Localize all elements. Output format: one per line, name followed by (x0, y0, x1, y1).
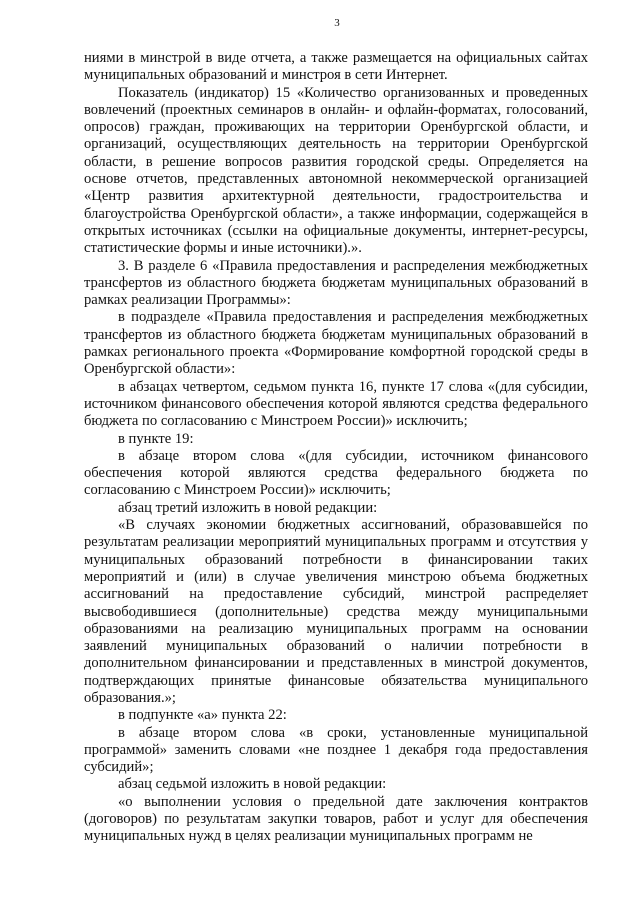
paragraph-subpoint-a-22: в подпункте «а» пункта 22: (118, 707, 287, 724)
paragraph-contract-condition: «о выполнении условия о предельной дате заключения контрактов (договоров) по результатам закупки товаров, работ и услуг для обеспечения муниципальных нужд в целях реализации муниципальных программ не (84, 793, 588, 845)
paragraph-section-6: 3. В разделе 6 «Правила предоставления и распределения межбюджетных трансфертов из областного бюджета бюджетам муниципальных образований в рамках реализации Программы»: (84, 257, 588, 309)
paragraph-continuation: ниями в минстрой в виде отчета, а также размещается на официальных сайтах муниципальных образований и минстроя в сети Интернет. (84, 50, 588, 84)
paragraph-new-edition-quote: «В случаях экономии бюджетных ассигнований, образовавшейся по результатам реализации мероприятий муниципальных программ и отсутствия у муниципальных образований потребности в финансировании таких мероприятий и (или) в случае увеличения минстрою объема бюджетных ассигнований на предоставление субсидий, минстрой распределяет высвободившиеся (дополнительные) средства между муниципальными образованиями на реализацию муниципальных программ на основании заявлений муниципальных образований о наличии потребности в дополнительном финансировании и представленных в минстрой документов, подтверждающих принятые финансовые обязательства муниципального образования.»; (84, 517, 588, 706)
page-number: 3 (334, 17, 340, 29)
document-body (84, 50, 588, 846)
paragraph-clauses-16-17: в абзацах четвертом, седьмом пункта 16, пункте 17 слова «(для субсидии, источником финансового обеспечения которой являются средства федерального бюджета по согласованию с Минстроем России)» исключить; (84, 378, 588, 430)
paragraph-indicator-15: Показатель (индикатор) 15 «Количество организованных и проведенных вовлечений (проектных семинаров в онлайн- и офлайн-форматах, голосований, опросов) граждан, проживающих на территории Оренбургской области, и организаций, осуществляющих деятельность на территории Оренбургской области, в решение вопросов развития городской среды. Определяется на основе отчетов, представленных автономной некоммерческой организацией «Центр развития архитектурной деятельности, градостроительства и благоустройства Оренбургской области», а также информации, содержащейся в открытых источниках (ссылки на официальные документы, интернет-ресурсы, статистические формы и иные источники).». (84, 84, 588, 257)
paragraph-point-19: в пункте 19: (118, 430, 194, 447)
paragraph-deadline-change: в абзаце втором слова «в сроки, установленные муниципальной программой» заменить словами «не позднее 1 декабря года предоставления субсидий»; (84, 724, 588, 776)
paragraph-second-abzac: в абзаце втором слова «(для субсидии, источником финансового обеспечения которой являются средства федерального бюджета по согласованию с Минстроем России)» исключить; (84, 447, 588, 499)
paragraph-subsection-rules: в подразделе «Правила предоставления и распределения межбюджетных трансфертов из областного бюджета бюджетам муниципальных образований в рамках регионального проекта «Формирование комфортной городской среды в Оренбургской области»: (84, 309, 588, 378)
paragraph-third-abzac-heading: абзац третий изложить в новой редакции: (118, 499, 378, 516)
paragraph-seventh-abzac-heading: абзац седьмой изложить в новой редакции: (118, 776, 387, 793)
